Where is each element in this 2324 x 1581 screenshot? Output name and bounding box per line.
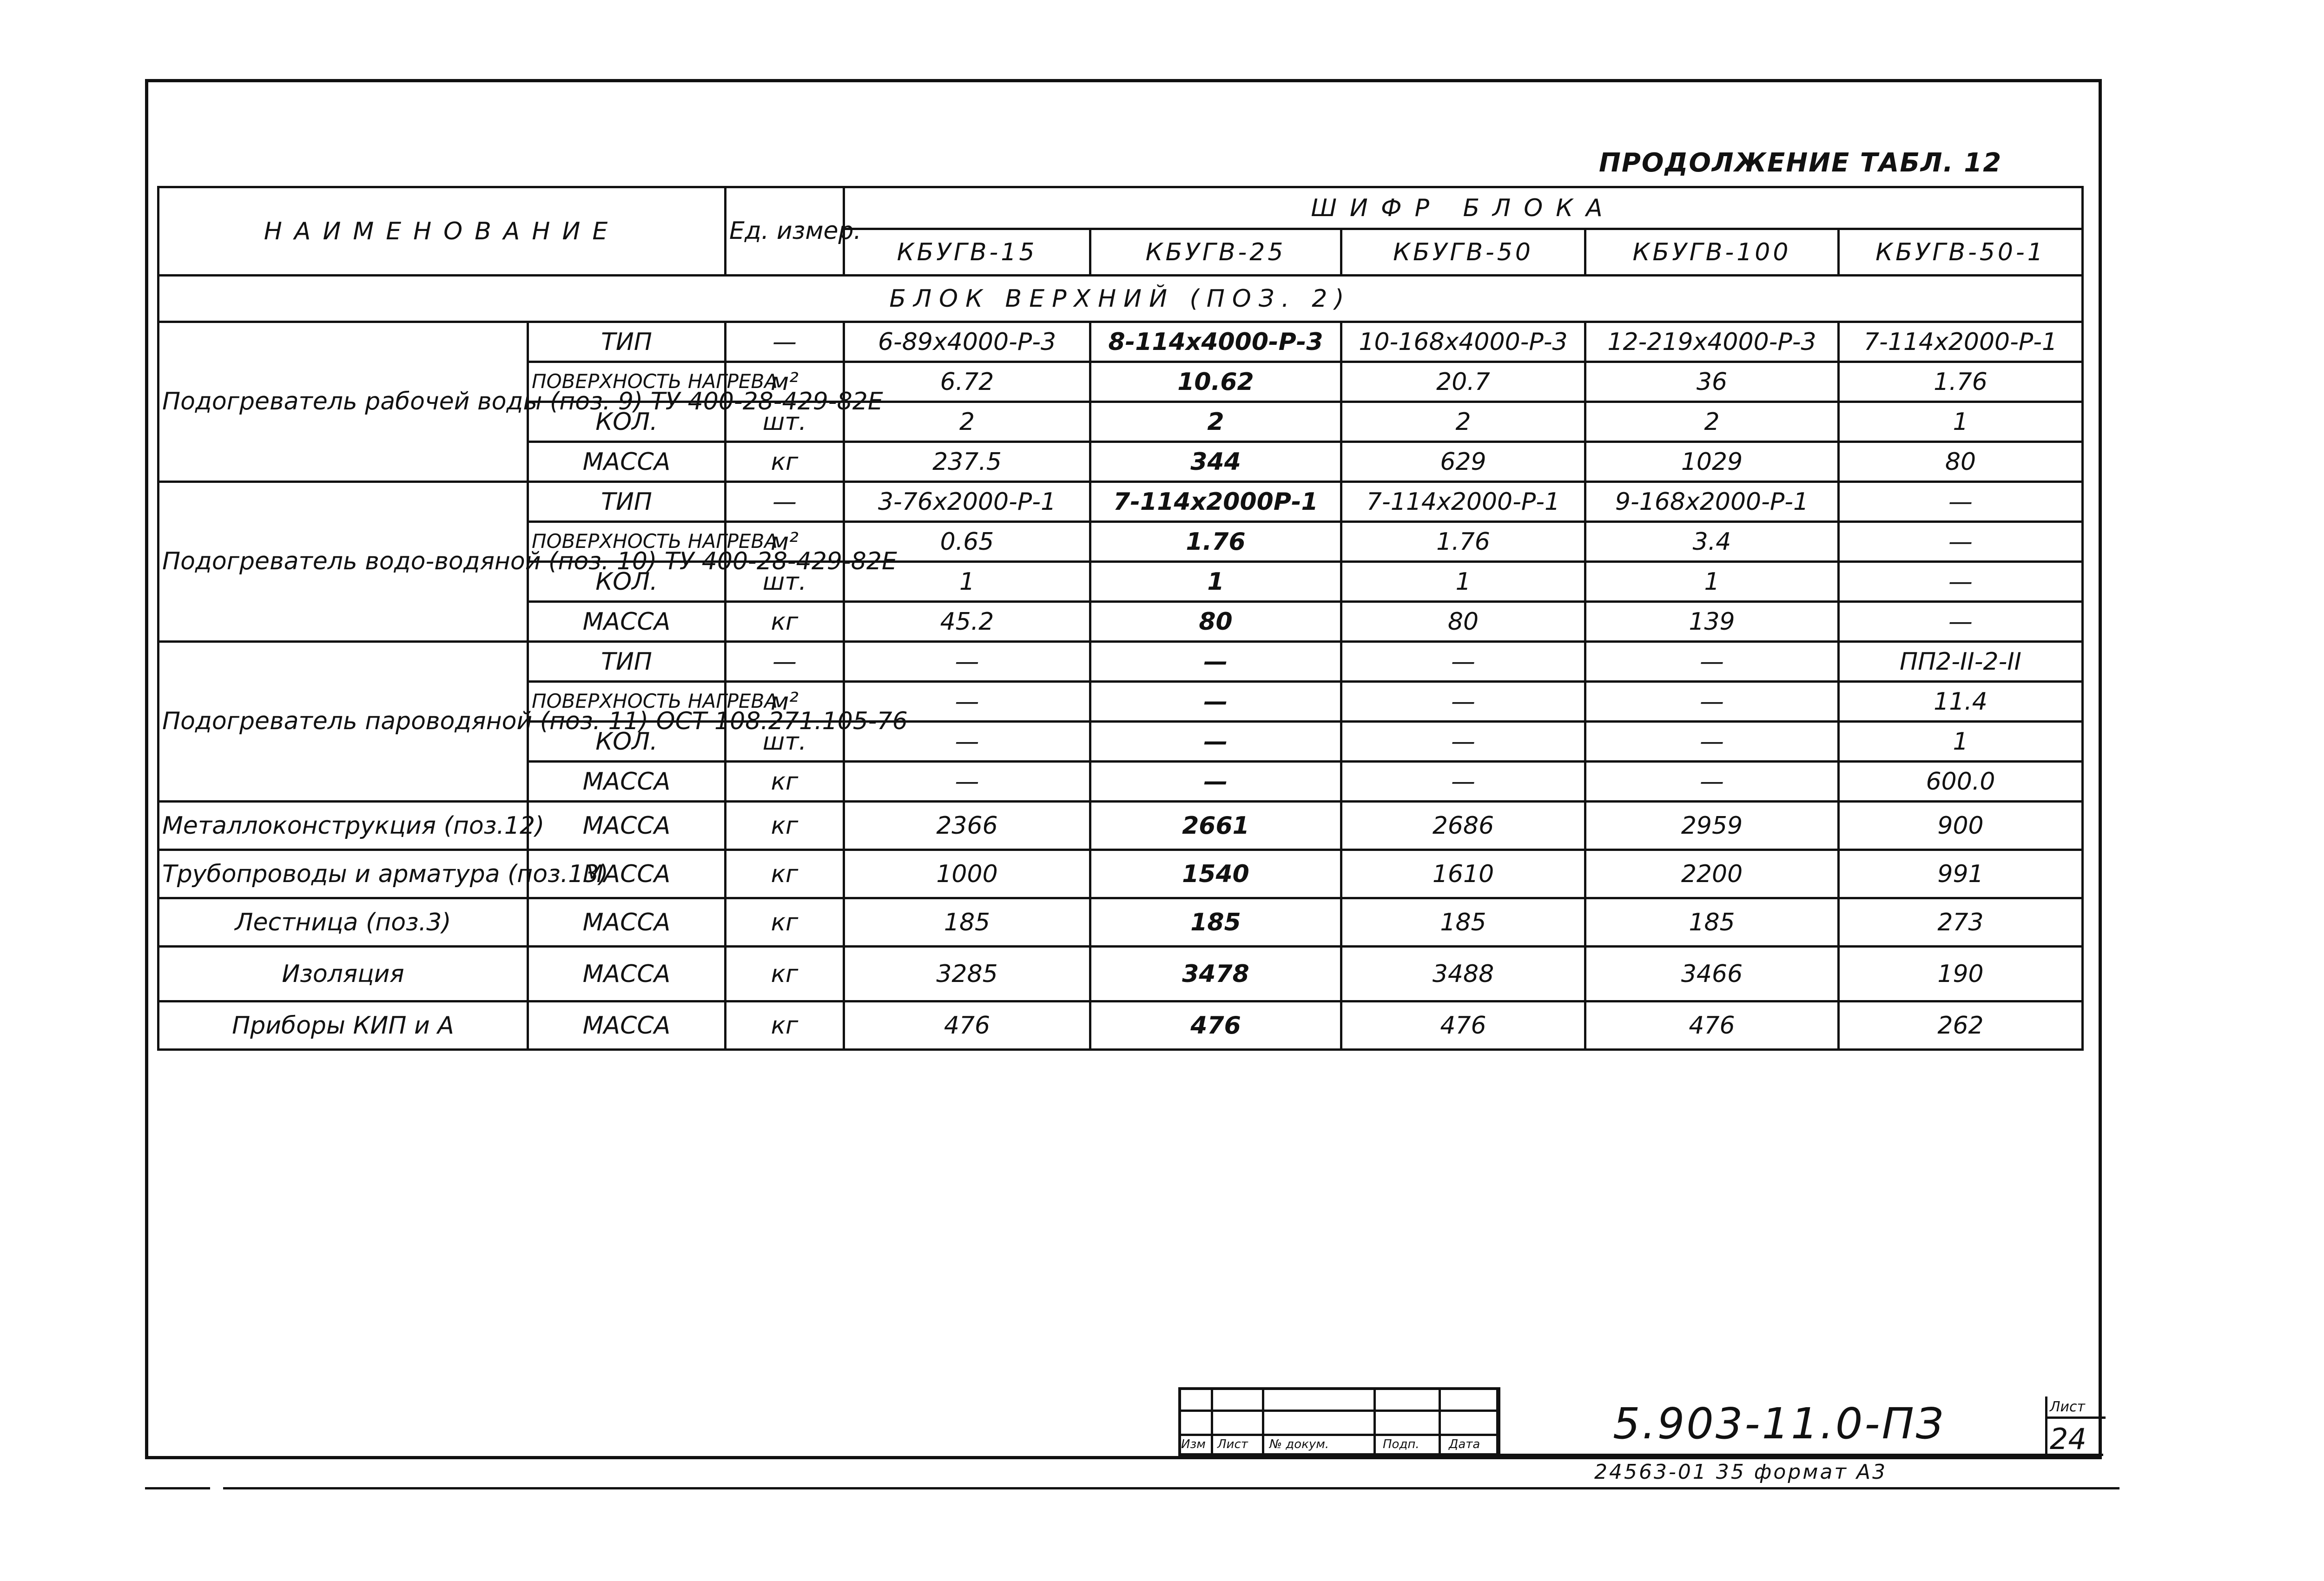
value-cell: — bbox=[844, 642, 1090, 682]
stamp-divider bbox=[1211, 1387, 1213, 1456]
stamp-divider bbox=[1498, 1387, 1500, 1456]
column-header: КБУГВ-50-1 bbox=[1839, 229, 2083, 276]
stamp-divider bbox=[1178, 1454, 2103, 1456]
table-row bbox=[158, 482, 2083, 522]
value-cell: 2959 bbox=[1585, 802, 1839, 850]
value-cell: — bbox=[844, 722, 1090, 762]
value-cell: 3466 bbox=[1585, 947, 1839, 1001]
value-cell: — bbox=[1341, 642, 1585, 682]
value-cell: 1.76 bbox=[1090, 522, 1341, 562]
value-cell: 1.76 bbox=[1839, 362, 2083, 402]
value-cell: — bbox=[1585, 722, 1839, 762]
item-name: Металлоконструкция (поз.12) bbox=[158, 802, 528, 850]
value-cell: 1 bbox=[1585, 562, 1839, 602]
unit-cell: кг bbox=[726, 898, 844, 947]
value-cell: — bbox=[1839, 522, 2083, 562]
column-header: КБУГВ-15 bbox=[844, 229, 1090, 276]
table-row bbox=[158, 947, 2083, 1001]
value-cell: 7-114х2000-Р-1 bbox=[1341, 482, 1585, 522]
value-cell: 45.2 bbox=[844, 602, 1090, 642]
value-cell: 900 bbox=[1839, 802, 2083, 850]
value-cell: 1000 bbox=[844, 850, 1090, 898]
header-unit: Ед. измер. bbox=[726, 187, 844, 276]
item-name: Приборы КИП и А bbox=[158, 1001, 528, 1050]
value-cell: 476 bbox=[1585, 1001, 1839, 1050]
parameter-label: КОЛ. bbox=[528, 562, 726, 602]
unit-cell: — bbox=[726, 322, 844, 362]
value-cell: — bbox=[1341, 722, 1585, 762]
table-row bbox=[158, 322, 2083, 362]
parameter-label: МАССА bbox=[528, 947, 726, 1001]
value-cell: 6-89х4000-Р-3 bbox=[844, 322, 1090, 362]
value-cell: 3478 bbox=[1090, 947, 1341, 1001]
parameter-label: ТИП bbox=[528, 482, 726, 522]
value-cell: ПП2-II-2-II bbox=[1839, 642, 2083, 682]
item-name: Трубопроводы и арматура (поз.13) bbox=[158, 850, 528, 898]
value-cell: 1 bbox=[1341, 562, 1585, 602]
stamp-divider bbox=[1262, 1387, 1264, 1456]
parameter-label: ПОВЕРХНОСТЬ НАГРЕВА bbox=[528, 362, 726, 402]
parameter-label: ТИП bbox=[528, 322, 726, 362]
value-cell: — bbox=[1090, 762, 1341, 802]
group-name: Подогреватель водо-водяной (поз. 10) ТУ 400-28-429-82Е bbox=[158, 482, 528, 642]
parameter-label: МАССА bbox=[528, 442, 726, 482]
unit-cell: кг bbox=[726, 850, 844, 898]
value-cell: 2366 bbox=[844, 802, 1090, 850]
value-cell: 2 bbox=[1585, 402, 1839, 442]
value-cell: 3488 bbox=[1341, 947, 1585, 1001]
table-row bbox=[158, 898, 2083, 947]
table-row bbox=[158, 642, 2083, 682]
parameter-label: МАССА bbox=[528, 898, 726, 947]
column-header: КБУГВ-50 bbox=[1341, 229, 1585, 276]
value-cell: — bbox=[1341, 682, 1585, 722]
parameter-label: МАССА bbox=[528, 602, 726, 642]
underline bbox=[223, 1487, 2119, 1489]
value-cell: 10.62 bbox=[1090, 362, 1341, 402]
parameter-label: ПОВЕРХНОСТЬ НАГРЕВА bbox=[528, 522, 726, 562]
table-continuation-note: ПРОДОЛЖЕНИЕ ТАБЛ. 12 bbox=[1599, 148, 2002, 178]
value-cell: — bbox=[1839, 482, 2083, 522]
unit-cell: кг bbox=[726, 442, 844, 482]
parameter-label: КОЛ. bbox=[528, 722, 726, 762]
value-cell: 1.76 bbox=[1341, 522, 1585, 562]
footer-code: 24563-01 35 формат А3 bbox=[1594, 1460, 1888, 1484]
unit-cell: шт. bbox=[726, 562, 844, 602]
value-cell: 20.7 bbox=[1341, 362, 1585, 402]
value-cell: 2686 bbox=[1341, 802, 1585, 850]
value-cell: 2200 bbox=[1585, 850, 1839, 898]
unit-cell: кг bbox=[726, 602, 844, 642]
table-row bbox=[158, 802, 2083, 850]
column-header: КБУГВ-25 bbox=[1090, 229, 1341, 276]
stamp-label: Лист bbox=[1217, 1437, 1248, 1451]
value-cell: 7-114х2000-Р-1 bbox=[1839, 322, 2083, 362]
value-cell: — bbox=[1585, 682, 1839, 722]
value-cell: 10-168х4000-Р-3 bbox=[1341, 322, 1585, 362]
value-cell: 2 bbox=[1090, 402, 1341, 442]
value-cell: 600.0 bbox=[1839, 762, 2083, 802]
underline bbox=[145, 1487, 210, 1489]
unit-cell: м² bbox=[726, 522, 844, 562]
column-header: КБУГВ-100 bbox=[1585, 229, 1839, 276]
value-cell: 80 bbox=[1090, 602, 1341, 642]
value-cell: — bbox=[1839, 562, 2083, 602]
value-cell: 12-219х4000-Р-3 bbox=[1585, 322, 1839, 362]
value-cell: 1 bbox=[1839, 722, 2083, 762]
value-cell: 476 bbox=[1090, 1001, 1341, 1050]
value-cell: 185 bbox=[1090, 898, 1341, 947]
value-cell: — bbox=[1090, 682, 1341, 722]
section-title: БЛОК ВЕРХНИЙ (ПОЗ. 2) bbox=[158, 276, 2083, 322]
value-cell: 1610 bbox=[1341, 850, 1585, 898]
value-cell: 273 bbox=[1839, 898, 2083, 947]
parameter-label: МАССА bbox=[528, 802, 726, 850]
value-cell: 80 bbox=[1341, 602, 1585, 642]
group-name: Подогреватель рабочей воды (поз. 9) ТУ 400-28-429-82Е bbox=[158, 322, 528, 482]
unit-cell: шт. bbox=[726, 402, 844, 442]
parameter-label: КОЛ. bbox=[528, 402, 726, 442]
value-cell: 185 bbox=[1585, 898, 1839, 947]
value-cell: 1540 bbox=[1090, 850, 1341, 898]
sheet-label: Лист bbox=[2050, 1399, 2086, 1415]
value-cell: 991 bbox=[1839, 850, 2083, 898]
value-cell: 11.4 bbox=[1839, 682, 2083, 722]
group-name: Подогреватель пароводяной (поз. 11) ОСТ 108.271.105-76 bbox=[158, 642, 528, 802]
value-cell: 2 bbox=[1341, 402, 1585, 442]
value-cell: 3-76х2000-Р-1 bbox=[844, 482, 1090, 522]
value-cell: 2 bbox=[844, 402, 1090, 442]
document-code: 5.903-11.0-ПЗ bbox=[1613, 1399, 1945, 1449]
value-cell: — bbox=[1585, 642, 1839, 682]
value-cell: 0.65 bbox=[844, 522, 1090, 562]
unit-cell: — bbox=[726, 642, 844, 682]
value-cell: — bbox=[1839, 602, 2083, 642]
value-cell: 2661 bbox=[1090, 802, 1341, 850]
stamp-label: Подп. bbox=[1383, 1437, 1419, 1451]
table-row bbox=[158, 850, 2083, 898]
parameter-label: МАССА bbox=[528, 850, 726, 898]
stamp-divider bbox=[1178, 1410, 1499, 1412]
value-cell: 1029 bbox=[1585, 442, 1839, 482]
value-cell: 190 bbox=[1839, 947, 2083, 1001]
value-cell: 185 bbox=[1341, 898, 1585, 947]
value-cell: 36 bbox=[1585, 362, 1839, 402]
value-cell: 6.72 bbox=[844, 362, 1090, 402]
unit-cell: кг bbox=[726, 762, 844, 802]
unit-cell: кг bbox=[726, 947, 844, 1001]
stamp-divider bbox=[1178, 1434, 1499, 1436]
value-cell: — bbox=[1585, 762, 1839, 802]
sheet-number: 24 bbox=[2050, 1422, 2086, 1456]
value-cell: — bbox=[844, 762, 1090, 802]
value-cell: 476 bbox=[844, 1001, 1090, 1050]
value-cell: 1 bbox=[844, 562, 1090, 602]
unit-cell: кг bbox=[726, 1001, 844, 1050]
parameter-label: МАССА bbox=[528, 762, 726, 802]
parameter-label: МАССА bbox=[528, 1001, 726, 1050]
item-name: Лестница (поз.3) bbox=[158, 898, 528, 947]
value-cell: 139 bbox=[1585, 602, 1839, 642]
unit-cell: — bbox=[726, 482, 844, 522]
value-cell: 185 bbox=[844, 898, 1090, 947]
value-cell: — bbox=[1090, 642, 1341, 682]
value-cell: 629 bbox=[1341, 442, 1585, 482]
value-cell: — bbox=[1341, 762, 1585, 802]
stamp-label: Дата bbox=[1449, 1437, 1480, 1451]
header-name: НАИМЕНОВАНИЕ bbox=[158, 187, 726, 276]
unit-cell: м² bbox=[726, 682, 844, 722]
item-name: Изоляция bbox=[158, 947, 528, 1001]
value-cell: 1 bbox=[1839, 402, 2083, 442]
header-code-title: ШИФР БЛОКА bbox=[844, 187, 2083, 229]
value-cell: 8-114х4000-Р-3 bbox=[1090, 322, 1341, 362]
stamp-divider bbox=[1439, 1387, 1441, 1456]
parameter-label: ТИП bbox=[528, 642, 726, 682]
value-cell: 7-114х2000Р-1 bbox=[1090, 482, 1341, 522]
value-cell: 3.4 bbox=[1585, 522, 1839, 562]
stamp-label: № докум. bbox=[1269, 1437, 1329, 1451]
unit-cell: м² bbox=[726, 362, 844, 402]
sheet-divider bbox=[2045, 1416, 2106, 1419]
value-cell: 3285 bbox=[844, 947, 1090, 1001]
unit-cell: шт. bbox=[726, 722, 844, 762]
stamp-divider bbox=[1373, 1387, 1376, 1456]
value-cell: 476 bbox=[1341, 1001, 1585, 1050]
value-cell: 1 bbox=[1090, 562, 1341, 602]
value-cell: 80 bbox=[1839, 442, 2083, 482]
stamp-label: Изм bbox=[1181, 1437, 1206, 1451]
value-cell: 262 bbox=[1839, 1001, 2083, 1050]
specification-table bbox=[157, 186, 2084, 1051]
value-cell: — bbox=[844, 682, 1090, 722]
table-row bbox=[158, 1001, 2083, 1050]
parameter-label: ПОВЕРХНОСТЬ НАГРЕВА bbox=[528, 682, 726, 722]
value-cell: 9-168х2000-Р-1 bbox=[1585, 482, 1839, 522]
value-cell: — bbox=[1090, 722, 1341, 762]
value-cell: 344 bbox=[1090, 442, 1341, 482]
unit-cell: кг bbox=[726, 802, 844, 850]
value-cell: 237.5 bbox=[844, 442, 1090, 482]
